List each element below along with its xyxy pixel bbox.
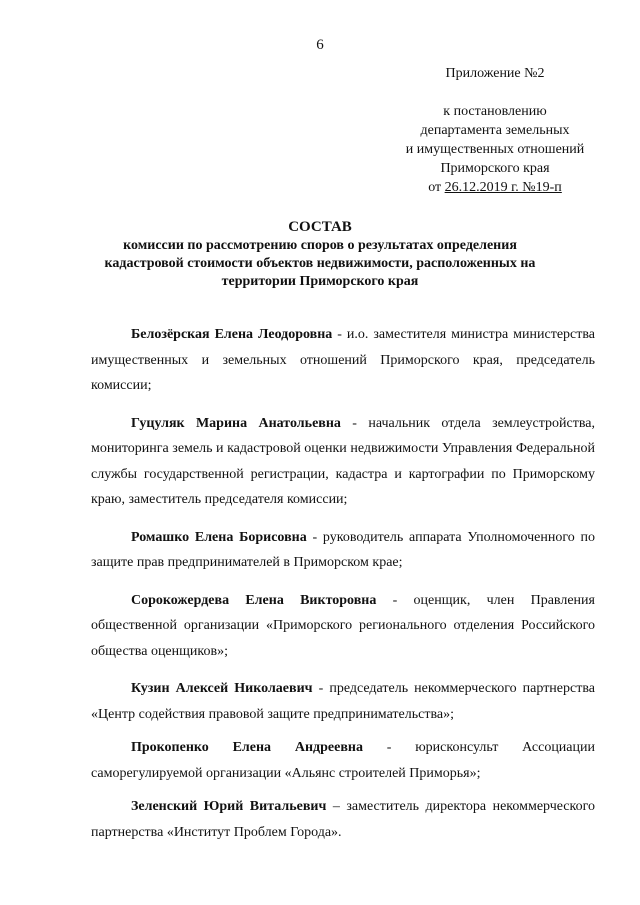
member-entry [91,588,595,665]
member-description: - начальник отдела землеустройства, мониторинга земель и кадастровой оценки недвижимости Управления Федеральной службы государственной регистрации, кадастра и картографии по Приморскому краю, заместитель председателя комиссии; [91,415,595,507]
document-title: СОСТАВ [288,219,352,235]
annex-date-prefix: от [428,180,442,195]
member-name: Гуцуляк Марина Анатольевна [131,415,341,431]
annex-line: Приморского края [440,161,550,176]
annex-date-value: 26.12.2019 г. №19-п [444,180,562,195]
annex-date-line [360,178,630,197]
member-name: Белозёрская Елена Леодоровна [131,327,333,342]
member-entry [91,525,595,576]
member-entry [91,322,595,399]
member-entry [91,676,595,727]
annex-line: к постановлению [443,104,547,119]
member-name: Ромашко Елена Борисовна [131,529,307,545]
annex-line: и имущественных отношений [405,142,585,157]
member-entry [91,411,595,513]
member-description: - оценщик, член Правления общественной организации «Приморского регионального отделения Российского общества оценщиков»; [91,592,595,659]
page-number: 6 [316,37,324,53]
member-entry [91,794,595,845]
member-name: Кузин Алексей Николаевич [131,681,313,696]
document-subtitle: комиссии по рассмотрению споров о результатах определения кадастровой стоимости объектов недвижимости, расположенных на территории Приморского края [104,238,536,289]
members-list [91,322,595,857]
member-entry [91,735,595,786]
annex-header [360,64,630,197]
annex-spacer [360,83,630,102]
annex-title: Приложение №2 [445,66,545,81]
member-name: Сорокожердева Елена Викторовна [131,592,377,608]
member-description: - юрисконсульт Ассоциации саморегулируемой организации «Альянс строителей Приморья»; [91,740,595,781]
member-description: – заместитель директора некоммерческого партнерства «Институт Проблем Города». [91,799,596,840]
member-name: Зеленский Юрий Витальевич [131,799,327,814]
member-description: - и.о. заместителя министра министерства имущественных и земельных отношений Приморского края, председатель комиссии; [91,327,595,393]
member-description: - председатель некоммерческого партнерства «Центр содействия правовой защите предпринимательства»; [91,681,595,722]
annex-line: департамента земельных [420,123,570,138]
member-description: - руководитель аппарата Уполномоченного по защите прав предпринимателей в Приморском крае; [91,529,596,570]
document-title-block [96,218,544,291]
member-name: Прокопенко Елена Андреевна [131,740,363,755]
